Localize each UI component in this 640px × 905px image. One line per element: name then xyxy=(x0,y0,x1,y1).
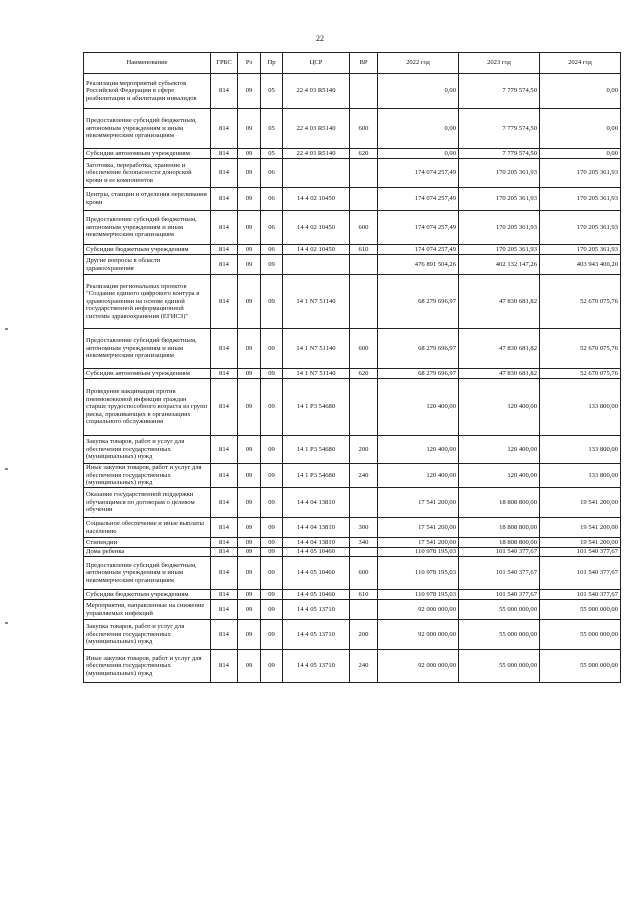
cell-y2024: 52 670 075,76 xyxy=(540,369,621,379)
cell-rz: 09 xyxy=(238,488,261,518)
cell-rz: 09 xyxy=(238,275,261,329)
cell-rz: 09 xyxy=(238,74,261,109)
cell-y2024: 19 541 200,00 xyxy=(540,538,621,548)
cell-rz: 09 xyxy=(238,518,261,538)
cell-pr: 06 xyxy=(261,188,283,211)
cell-grbs: 814 xyxy=(211,538,238,548)
cell-pr: 09 xyxy=(261,369,283,379)
cell-pr: 09 xyxy=(261,590,283,600)
cell-y2022: 476 891 504,26 xyxy=(378,255,459,275)
cell-csr: 14 1 N7 51140 xyxy=(283,329,350,369)
cell-vr xyxy=(350,275,378,329)
cell-y2024: 101 540 377,67 xyxy=(540,548,621,557)
cell-csr: 14 1 P3 54680 xyxy=(283,464,350,488)
cell-rz: 09 xyxy=(238,590,261,600)
cell-pr: 09 xyxy=(261,488,283,518)
cell-name: Другие вопросы в области здравоохранения xyxy=(84,255,211,275)
table-row xyxy=(84,600,621,620)
table-row xyxy=(84,548,621,557)
cell-y2024: 55 000 000,00 xyxy=(540,620,621,650)
cell-pr: 09 xyxy=(261,620,283,650)
cell-vr: 610 xyxy=(350,245,378,255)
cell-y2023: 55 000 000,00 xyxy=(459,650,540,683)
cell-grbs: 814 xyxy=(211,590,238,600)
cell-name: Социальное обеспечение и иные выплаты населению xyxy=(84,518,211,538)
cell-pr: 09 xyxy=(261,600,283,620)
table-header-row xyxy=(84,53,621,74)
cell-rz: 09 xyxy=(238,548,261,557)
cell-y2022: 174 074 257,49 xyxy=(378,159,459,188)
cell-y2024: 0,00 xyxy=(540,74,621,109)
cell-grbs: 814 xyxy=(211,149,238,159)
cell-csr: 14 4 02 10450 xyxy=(283,188,350,211)
cell-name: Предоставление субсидий бюджетным, автономным учреждениям и иным некоммерческим организациям xyxy=(84,557,211,590)
cell-y2022: 17 541 200,00 xyxy=(378,518,459,538)
cell-y2023: 170 205 361,93 xyxy=(459,211,540,245)
cell-y2023: 120 400,00 xyxy=(459,464,540,488)
cell-rz: 09 xyxy=(238,436,261,464)
cell-name: Иные закупки товаров, работ и услуг для обеспечения государственных (муниципальных) нужд xyxy=(84,650,211,683)
cell-grbs: 814 xyxy=(211,74,238,109)
cell-name: Стипендии xyxy=(84,538,211,548)
cell-y2022: 174 074 257,49 xyxy=(378,211,459,245)
cell-name: Закупка товаров, работ и услуг для обеспечения государственных (муниципальных) нужд xyxy=(84,436,211,464)
cell-y2022: 110 978 195,03 xyxy=(378,590,459,600)
cell-name: Иные закупки товаров, работ и услуг для обеспечения государственных (муниципальных) нужд xyxy=(84,464,211,488)
table-row xyxy=(84,149,621,159)
cell-grbs: 814 xyxy=(211,488,238,518)
cell-csr: 14 4 05 10460 xyxy=(283,590,350,600)
cell-rz: 09 xyxy=(238,369,261,379)
cell-csr: 14 4 02 10450 xyxy=(283,211,350,245)
cell-y2022: 92 000 000,00 xyxy=(378,600,459,620)
cell-rz: 09 xyxy=(238,329,261,369)
cell-y2022: 120 400,00 xyxy=(378,464,459,488)
cell-y2023: 18 808 800,00 xyxy=(459,518,540,538)
cell-grbs: 814 xyxy=(211,275,238,329)
cell-y2024: 0,00 xyxy=(540,149,621,159)
table-row xyxy=(84,245,621,255)
cell-vr xyxy=(350,548,378,557)
cell-name: Проведение вакцинации против пневмококковой инфекции граждан старше трудоспособного возраста из групп риска, проживающих в организациях социального обслуживания xyxy=(84,379,211,436)
cell-pr: 09 xyxy=(261,557,283,590)
cell-grbs: 814 xyxy=(211,379,238,436)
cell-y2023: 120 400,00 xyxy=(459,436,540,464)
cell-name: Предоставление субсидий бюджетным, автономным учреждениям и иным некоммерческим организациям xyxy=(84,109,211,149)
cell-y2024: 133 800,00 xyxy=(540,436,621,464)
cell-y2023: 47 830 681,82 xyxy=(459,369,540,379)
cell-rz: 09 xyxy=(238,379,261,436)
table-row xyxy=(84,109,621,149)
cell-name: Предоставление субсидий бюджетным, автономным учреждениям и иным некоммерческим организациям xyxy=(84,329,211,369)
cell-y2022: 174 074 257,49 xyxy=(378,245,459,255)
cell-y2023: 47 830 681,82 xyxy=(459,329,540,369)
cell-csr: 14 1 N7 51140 xyxy=(283,369,350,379)
table-row xyxy=(84,436,621,464)
cell-grbs: 814 xyxy=(211,211,238,245)
cell-rz: 09 xyxy=(238,557,261,590)
cell-y2023: 18 808 800,00 xyxy=(459,538,540,548)
cell-y2024: 52 670 075,76 xyxy=(540,329,621,369)
cell-vr: 600 xyxy=(350,109,378,149)
cell-grbs: 814 xyxy=(211,109,238,149)
cell-rz: 09 xyxy=(238,650,261,683)
cell-y2023: 7 779 574,50 xyxy=(459,109,540,149)
cell-rz: 09 xyxy=(238,109,261,149)
cell-y2022: 17 541 200,00 xyxy=(378,538,459,548)
page-number: 22 xyxy=(316,34,324,43)
cell-vr: 300 xyxy=(350,518,378,538)
cell-grbs: 814 xyxy=(211,518,238,538)
cell-y2022: 120 400,00 xyxy=(378,379,459,436)
cell-pr: 09 xyxy=(261,518,283,538)
cell-y2024: 55 000 000,00 xyxy=(540,650,621,683)
cell-csr: 14 4 04 13810 xyxy=(283,538,350,548)
cell-y2023: 101 540 377,67 xyxy=(459,557,540,590)
cell-y2023: 55 000 000,00 xyxy=(459,600,540,620)
header-2022: 2022 год xyxy=(378,53,459,74)
cell-rz: 09 xyxy=(238,211,261,245)
cell-name: Субсидии автономным учреждениям xyxy=(84,369,211,379)
cell-vr: 610 xyxy=(350,590,378,600)
cell-y2023: 170 205 361,93 xyxy=(459,245,540,255)
header-grbs: ГРБС xyxy=(211,53,238,74)
cell-vr xyxy=(350,488,378,518)
cell-vr: 240 xyxy=(350,650,378,683)
cell-csr: 14 1 P3 54680 xyxy=(283,436,350,464)
cell-name: Субсидии бюджетным учреждениям xyxy=(84,245,211,255)
table-row xyxy=(84,557,621,590)
cell-y2023: 18 808 800,00 xyxy=(459,488,540,518)
cell-csr: 14 4 05 13710 xyxy=(283,600,350,620)
cell-rz: 09 xyxy=(238,149,261,159)
cell-grbs: 814 xyxy=(211,464,238,488)
cell-grbs: 814 xyxy=(211,650,238,683)
cell-name: Субсидии автономным учреждениям xyxy=(84,149,211,159)
cell-y2022: 68 279 696,97 xyxy=(378,275,459,329)
cell-vr: 340 xyxy=(350,538,378,548)
cell-pr: 09 xyxy=(261,379,283,436)
cell-grbs: 814 xyxy=(211,600,238,620)
cell-csr: 22 4 03 R5140 xyxy=(283,74,350,109)
cell-y2024: 170 205 361,93 xyxy=(540,188,621,211)
cell-y2024: 101 540 377,67 xyxy=(540,557,621,590)
cell-rz: 09 xyxy=(238,245,261,255)
cell-name: Реализация региональных проектов "Создание единого цифрового контура в здравоохранении на основе единой государственной информационной системы здравоохранения (ЕГИСЗ)" xyxy=(84,275,211,329)
cell-y2023: 101 540 377,67 xyxy=(459,548,540,557)
cell-csr: 14 4 05 13710 xyxy=(283,650,350,683)
cell-grbs: 814 xyxy=(211,436,238,464)
table-row xyxy=(84,590,621,600)
table-row xyxy=(84,275,621,329)
cell-vr: 600 xyxy=(350,329,378,369)
table-row xyxy=(84,369,621,379)
cell-grbs: 814 xyxy=(211,245,238,255)
cell-vr: 620 xyxy=(350,149,378,159)
cell-y2023: 402 132 147,26 xyxy=(459,255,540,275)
table-row xyxy=(84,620,621,650)
table-row xyxy=(84,211,621,245)
cell-rz: 09 xyxy=(238,464,261,488)
cell-pr: 09 xyxy=(261,538,283,548)
cell-grbs: 814 xyxy=(211,548,238,557)
cell-pr: 09 xyxy=(261,329,283,369)
table-row xyxy=(84,488,621,518)
cell-grbs: 814 xyxy=(211,255,238,275)
cell-name: Оказание государственной поддержки обучающимся по договорам о целевом обучении xyxy=(84,488,211,518)
cell-y2022: 174 074 257,49 xyxy=(378,188,459,211)
cell-y2023: 120 400,00 xyxy=(459,379,540,436)
cell-vr xyxy=(350,188,378,211)
cell-y2022: 68 279 696,97 xyxy=(378,329,459,369)
table-row xyxy=(84,74,621,109)
cell-name: Мероприятия, направленные на снижение управляемых инфекций xyxy=(84,600,211,620)
cell-y2024: 55 000 000,00 xyxy=(540,600,621,620)
cell-name: Реализация мероприятий субъектов Российской Федерации в сфере реабилитации и абилитации инвалидов xyxy=(84,74,211,109)
cell-rz: 09 xyxy=(238,620,261,650)
cell-y2023: 170 205 361,93 xyxy=(459,159,540,188)
cell-name: Предоставление субсидий бюджетным, автономным учреждениям и иным некоммерческим организациям xyxy=(84,211,211,245)
cell-csr: 14 4 04 13810 xyxy=(283,518,350,538)
cell-y2024: 403 943 400,20 xyxy=(540,255,621,275)
cell-y2024: 133 800,00 xyxy=(540,464,621,488)
scan-mark xyxy=(5,622,8,624)
cell-pr: 05 xyxy=(261,149,283,159)
cell-pr: 09 xyxy=(261,464,283,488)
cell-y2024: 170 205 361,93 xyxy=(540,159,621,188)
table-row xyxy=(84,329,621,369)
cell-vr: 200 xyxy=(350,436,378,464)
cell-rz: 09 xyxy=(238,538,261,548)
cell-y2022: 120 400,00 xyxy=(378,436,459,464)
cell-vr xyxy=(350,159,378,188)
cell-y2024: 101 540 377,67 xyxy=(540,590,621,600)
cell-grbs: 814 xyxy=(211,329,238,369)
cell-grbs: 814 xyxy=(211,557,238,590)
cell-y2022: 110 978 195,03 xyxy=(378,557,459,590)
cell-csr: 14 1 N7 51140 xyxy=(283,275,350,329)
header-csr: ЦСР xyxy=(283,53,350,74)
header-name: Наименование xyxy=(84,53,211,74)
cell-vr: 200 xyxy=(350,620,378,650)
cell-name: Центры, станции и отделения переливания крови xyxy=(84,188,211,211)
cell-vr xyxy=(350,74,378,109)
cell-y2022: 92 000 000,00 xyxy=(378,620,459,650)
cell-pr: 05 xyxy=(261,74,283,109)
cell-csr: 22 4 03 R5140 xyxy=(283,149,350,159)
header-rz: Рз xyxy=(238,53,261,74)
cell-vr: 600 xyxy=(350,211,378,245)
scan-mark xyxy=(5,468,8,470)
header-pr: Пр xyxy=(261,53,283,74)
cell-csr: 22 4 03 R5140 xyxy=(283,109,350,149)
cell-rz: 09 xyxy=(238,188,261,211)
cell-csr xyxy=(283,159,350,188)
cell-pr: 06 xyxy=(261,159,283,188)
cell-csr: 14 4 05 13710 xyxy=(283,620,350,650)
cell-y2023: 170 205 361,93 xyxy=(459,188,540,211)
cell-csr: 14 4 05 10460 xyxy=(283,548,350,557)
cell-grbs: 814 xyxy=(211,369,238,379)
cell-pr: 09 xyxy=(261,548,283,557)
cell-name: Субсидии бюджетным учреждениям xyxy=(84,590,211,600)
cell-rz: 09 xyxy=(238,255,261,275)
cell-pr: 09 xyxy=(261,436,283,464)
cell-vr: 240 xyxy=(350,464,378,488)
header-2024: 2024 год xyxy=(540,53,621,74)
table-row xyxy=(84,464,621,488)
cell-y2024: 133 800,00 xyxy=(540,379,621,436)
cell-name: Дома ребенка xyxy=(84,548,211,557)
cell-grbs: 814 xyxy=(211,188,238,211)
header-2023: 2023 год xyxy=(459,53,540,74)
cell-y2023: 55 000 000,00 xyxy=(459,620,540,650)
scan-mark xyxy=(5,328,8,330)
cell-pr: 06 xyxy=(261,211,283,245)
table-row xyxy=(84,650,621,683)
cell-y2022: 92 000 000,00 xyxy=(378,650,459,683)
table-row xyxy=(84,518,621,538)
cell-vr xyxy=(350,600,378,620)
cell-grbs: 814 xyxy=(211,159,238,188)
cell-y2024: 19 541 200,00 xyxy=(540,488,621,518)
cell-rz: 09 xyxy=(238,159,261,188)
cell-csr: 14 4 02 10450 xyxy=(283,245,350,255)
cell-y2023: 7 779 574,50 xyxy=(459,74,540,109)
cell-vr: 620 xyxy=(350,369,378,379)
cell-vr xyxy=(350,379,378,436)
cell-y2023: 47 830 681,82 xyxy=(459,275,540,329)
cell-y2024: 170 205 361,93 xyxy=(540,211,621,245)
table-row xyxy=(84,538,621,548)
cell-y2024: 19 541 200,00 xyxy=(540,518,621,538)
cell-y2022: 0,00 xyxy=(378,109,459,149)
cell-csr: 14 4 05 10460 xyxy=(283,557,350,590)
cell-grbs: 814 xyxy=(211,620,238,650)
table-row xyxy=(84,159,621,188)
cell-y2022: 0,00 xyxy=(378,74,459,109)
cell-rz: 09 xyxy=(238,600,261,620)
cell-csr: 14 4 04 13810 xyxy=(283,488,350,518)
cell-y2022: 17 541 200,00 xyxy=(378,488,459,518)
table-row xyxy=(84,188,621,211)
cell-vr xyxy=(350,255,378,275)
cell-name: Заготовка, переработка, хранение и обеспечение безопасности донорской крови и ее компонентов xyxy=(84,159,211,188)
cell-y2022: 110 978 195,03 xyxy=(378,548,459,557)
cell-pr: 05 xyxy=(261,109,283,149)
cell-pr: 09 xyxy=(261,650,283,683)
budget-table xyxy=(83,52,621,683)
cell-vr: 600 xyxy=(350,557,378,590)
cell-y2022: 68 279 696,97 xyxy=(378,369,459,379)
table-row xyxy=(84,255,621,275)
cell-y2023: 101 540 377,67 xyxy=(459,590,540,600)
cell-y2024: 52 670 075,76 xyxy=(540,275,621,329)
cell-pr: 09 xyxy=(261,275,283,329)
cell-pr: 09 xyxy=(261,255,283,275)
cell-csr: 14 1 P3 54680 xyxy=(283,379,350,436)
cell-y2024: 170 205 361,93 xyxy=(540,245,621,255)
cell-name: Закупка товаров, работ и услуг для обеспечения государственных (муниципальных) нужд xyxy=(84,620,211,650)
header-vr: ВР xyxy=(350,53,378,74)
cell-pr: 06 xyxy=(261,245,283,255)
cell-y2024: 0,00 xyxy=(540,109,621,149)
table-row xyxy=(84,379,621,436)
cell-y2022: 0,00 xyxy=(378,149,459,159)
cell-y2023: 7 779 574,50 xyxy=(459,149,540,159)
cell-csr xyxy=(283,255,350,275)
